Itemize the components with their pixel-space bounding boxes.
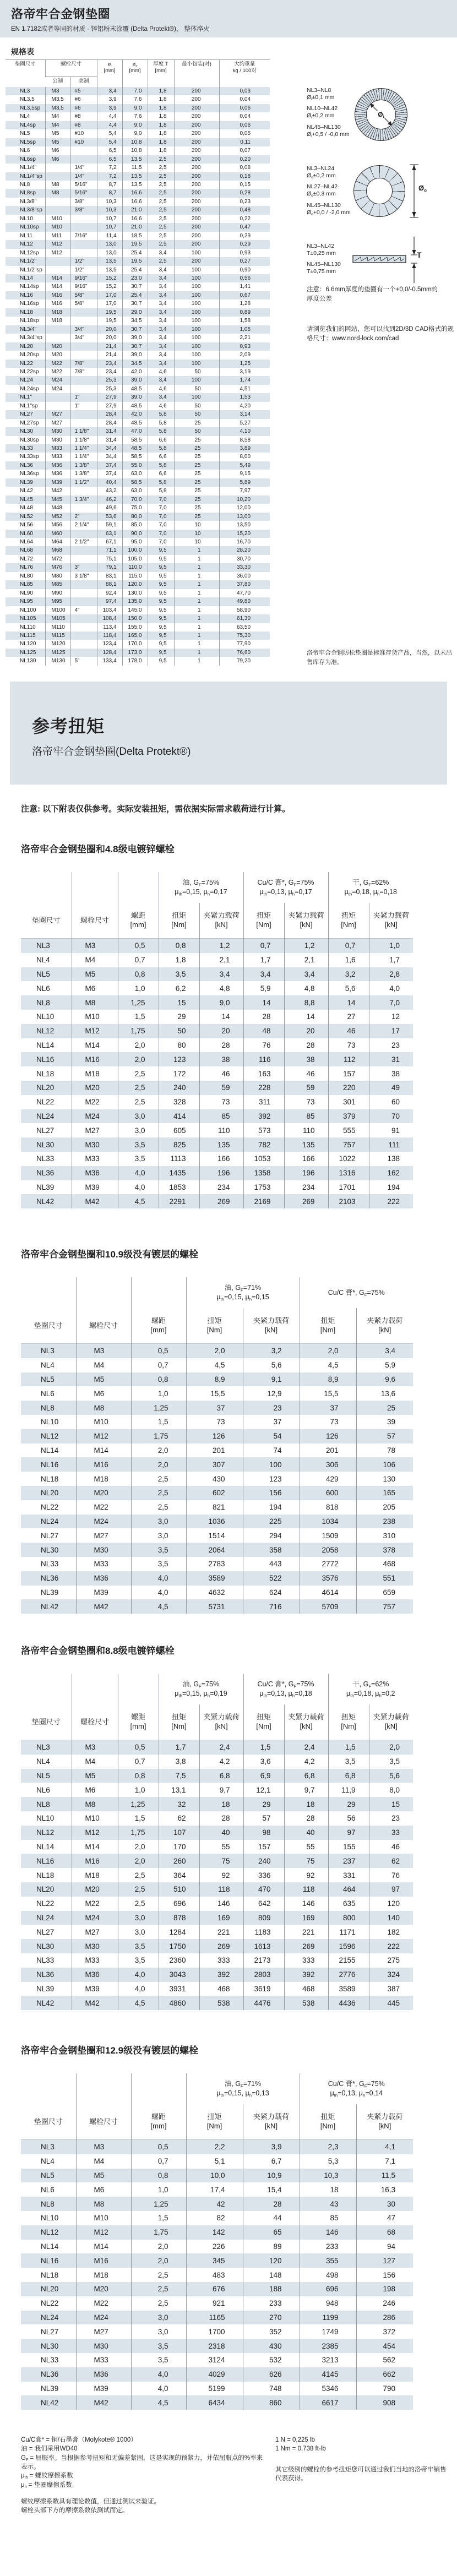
washer-cross-section-icon <box>352 254 407 264</box>
table-row: NL105 M105 108,4 150,0 9,5 1 61,30 <box>6 614 270 623</box>
table-row: NL12 M12 1,75 142 65 146 68 <box>21 2225 413 2240</box>
table-row: NL8 M8 1,25 42 28 43 30 <box>21 2197 413 2211</box>
torque-disclaimer-note: 注意: 以下附表仅供参考。实际安装扭矩，需依据实际需求载荷进行计算。 <box>21 804 291 814</box>
table-row: NL45 M45 1 3/4" 46,2 70,0 7,0 25 10,20 <box>6 495 270 504</box>
inner-diameter-tolerances <box>307 87 362 142</box>
torque-table-3-title: 洛帝牢合金钢垫圈和8.8级电镀锌螺栓 <box>21 1646 175 1656</box>
spec-table-header <box>6 60 270 88</box>
table-row: NL36 M36 4,0 1435 196 1358 196 1316 162 <box>21 1166 413 1180</box>
table-row: NL36sp M36 1 3/8" 37,4 63,0 6,6 25 9,15 <box>6 470 270 478</box>
tolerance-item: NL3–NL8 $Ø_i\pm 0,1$ mm <box>307 87 335 102</box>
group-oil: 油, $G_F=71\%$ $\mu_{th}=0,15$, $\mu_h=0,15$ <box>186 1277 300 1308</box>
table-row: NL39 M39 4,0 4632 624 4614 659 <box>21 1586 413 1600</box>
table-row: NL4 M4 0,7 5,1 6,7 5,3 7,1 <box>21 2154 413 2169</box>
table-row: NL5 M5 0,8 8,9 9,1 8,9 9,6 <box>21 1373 413 1387</box>
table-row: NL1/4"sp 1/4" 7,2 13,5 2,5 200 0,18 <box>6 172 270 181</box>
table-row: NL42 M42 4,5 2291 269 2169 269 2103 222 <box>21 1194 413 1208</box>
thickness-tolerance-note: 注意：6.6mm厚度的垫圈有一个+0,0/-0.5mm的厚度公差 <box>307 286 438 303</box>
table-row: NL12 M12 1,75 107 40 98 40 97 33 <box>21 1826 413 1840</box>
col-weight: 大约重量 kg / 100对 <box>219 60 270 88</box>
table-row: NL27sp M27 28,4 48,5 5,8 25 5,27 <box>6 419 270 427</box>
outer-diameter-dim-label: $Ø_o$ <box>418 184 427 193</box>
group-header-row <box>21 872 413 903</box>
col-thickness: 厚度 T [mm] <box>148 60 174 88</box>
table-row: NL42 M42 4,5 6434 860 6617 908 <box>21 2395 413 2410</box>
thickness-dim-label: T <box>417 250 422 259</box>
table-row: NL8sp M8 5/16" 8,7 16,6 2,5 200 0,28 <box>6 189 270 197</box>
table-row: NL125 M125 128,4 173,0 9,5 1 76,60 <box>6 649 270 657</box>
torque-table-body <box>21 1740 413 2011</box>
table-row: NL22sp M22 7/8" 23,4 42,0 4,6 50 3,19 <box>6 368 270 376</box>
col-outer-diameter: $ø_o$ [mm] <box>122 60 148 88</box>
table-row: NL24 M24 3,0 1165 270 1199 286 <box>21 2311 413 2325</box>
table-row: NL10 M10 1,5 29 14 28 14 27 12 <box>21 1010 413 1024</box>
table-row: NL18sp M18 19,5 34,5 3,4 100 1,58 <box>6 317 270 325</box>
torque-table-body <box>21 939 413 1209</box>
table-row: NL33 M33 3,5 1113 166 1053 166 1022 138 <box>21 1152 413 1166</box>
table-row: NL4 M4 0,7 1,8 2,1 1,7 2,1 1,6 1,7 <box>21 953 413 967</box>
torque-table-1-title: 洛帝牢合金钢垫圈和4.8级电镀锌螺栓 <box>21 844 175 854</box>
table-row: NL33sp M33 1 1/4" 34,4 58,5 6,6 25 8,00 <box>6 453 270 461</box>
inner-diameter-dim-label: $Ø_i$ <box>378 111 384 119</box>
footnote-line: 螺栓头部下方的摩擦系数依测试而定。 <box>21 2507 129 2514</box>
table-row: NL8 M8 1,25 37 23 37 25 <box>21 1401 413 1415</box>
footnotes-unit-conversions <box>275 2436 449 2454</box>
tolerance-item: NL3–NL24 $Ø_o\pm 0,2$ mm <box>307 165 336 180</box>
table-row: NL36 M36 4,0 3043 392 2803 392 2776 324 <box>21 1968 413 1982</box>
table-row: NL14 M14 2,0 201 74 201 78 <box>21 1444 413 1458</box>
spec-table-body <box>6 87 270 666</box>
table-row: NL30 M30 3,5 2064 358 2058 378 <box>21 1543 413 1557</box>
table-row: NL27 M27 28,4 42,0 5,8 50 3,14 <box>6 410 270 418</box>
table-row: NL1" 1" 27,9 39,0 3,4 100 1,53 <box>6 393 270 401</box>
table-row: NL3/8" 3/8" 10,3 16,6 2,5 200 0,23 <box>6 198 270 206</box>
tolerance-item: NL45–NL130 $Ø_i+0,5 / -0,0$ mm <box>307 123 350 138</box>
table-row: NL27 M27 3,0 1700 352 1749 372 <box>21 2324 413 2339</box>
table-row: NL10sp M10 10,7 21,0 2,5 200 0,47 <box>6 223 270 231</box>
table-row: NL24 M24 25,3 39,0 3,4 100 1,74 <box>6 376 270 384</box>
torque-table-grade-12-9 <box>21 2073 413 2410</box>
table-row: NL12 M12 13,0 19,5 2,5 200 0,29 <box>6 240 270 248</box>
torque-table-2-title: 洛帝牢合金钢垫圈和10.9级没有镀层的螺栓 <box>21 1249 199 1260</box>
table-row: NL20 M20 21,4 30,7 3,4 100 0,93 <box>6 342 270 351</box>
table-row: NL60 M60 63,1 90,0 7,0 10 15,20 <box>6 530 270 538</box>
footnote-line: 1 Nm = 0,738 ft-lb <box>275 2446 326 2453</box>
washer-hole <box>366 100 396 129</box>
table-row: NL18 M18 19,5 29,0 3,4 100 0,89 <box>6 308 270 317</box>
table-row: NL42 M42 43,2 63,0 5,8 25 7,97 <box>6 487 270 495</box>
table-row: NL52 M52 2" 53,6 80,0 7,0 25 13,00 <box>6 513 270 521</box>
table-row: NL33 M33 3,5 2360 333 2173 333 2155 275 <box>21 1953 413 1968</box>
tolerance-item: NL3–NL42 T±0,25 mm <box>307 243 336 257</box>
table-row: NL16 M16 2,0 123 38 116 38 112 31 <box>21 1052 413 1066</box>
tolerance-item: NL45–NL130 $Ø_o+0,0 / -2,0$ mm <box>307 201 351 216</box>
table-row: NL3 M3 0,5 1,7 2,4 1,5 2,4 1,5 2,0 <box>21 1740 413 1755</box>
column-header-row: 垫圈尺寸 螺栓尺寸 螺距 [mm] 扭矩 [Nm] 夹紧力载荷 [kN] 扭矩 [Nm] 夹紧力载荷 [kN] 扭矩 [Nm] 夹紧力载荷 [kN] <box>21 903 413 939</box>
table-row: NL16 M16 2,0 307 100 306 106 <box>21 1457 413 1472</box>
stock-availability-note: 洛帝牢合金钢防松垫圈是标准存货产品，当然，以未出售库存为准。 <box>307 650 452 666</box>
col-min-package: 最小包装(对) <box>174 60 219 88</box>
table-row: NL4 M4 0,7 4,5 5,6 4,5 5,9 <box>21 1358 413 1373</box>
table-row: NL22 M22 2,5 696 146 642 146 635 120 <box>21 1897 413 1911</box>
table-row: NL100 M100 4" 103,4 145,0 9,5 1 58,90 <box>6 606 270 614</box>
table-row: NL20sp M20 21,4 39,0 3,4 100 2,09 <box>6 351 270 359</box>
group-dry: 干, $G_F=62\%$ $\mu_{th}=0,18$, $\mu_h=0,2$ <box>328 1674 413 1704</box>
col-metric: 公制 <box>52 78 63 84</box>
group-cu-c-paste: Cu/C 膏*, $G_F=75\%$ $\mu_{th}=0,13$, $\mu_h=0,17$ <box>243 872 328 903</box>
table-row: NL12 M12 1,75 126 54 126 57 <box>21 1429 413 1444</box>
table-row: NL18 M18 2,5 483 148 498 156 <box>21 2268 413 2282</box>
table-row: NL12sp M12 13,0 25,4 3,4 100 0,93 <box>6 249 270 257</box>
table-row: NL24 M24 3,0 1036 225 1034 238 <box>21 1515 413 1529</box>
table-row: NL39 M39 4,0 3931 468 3619 468 3589 387 <box>21 1982 413 1996</box>
page-subtitle: EN 1.7182或者等同的材质 · 锌铝粉末涂覆 (Delta Protekt®)， 整体淬火 <box>11 26 210 32</box>
table-row: NL16sp M16 5/8" 17,0 30,7 3,4 100 1,28 <box>6 299 270 308</box>
table-row: NL6sp M6 6,5 13,5 2,5 200 0,20 <box>6 155 270 164</box>
table-row: NL36 M36 1 3/8" 37,4 55,0 5,8 25 5,49 <box>6 461 270 470</box>
table-row: NL64 M64 2 1/2" 67,1 95,0 7,0 10 16,70 <box>6 538 270 546</box>
spec-table <box>6 59 270 666</box>
table-row: NL39 M39 4,0 5199 748 5346 790 <box>21 2382 413 2396</box>
group-cu-c-paste: Cu/C 膏*, $G_F=75\%$ <box>300 1277 413 1308</box>
washer-serrated-face-diagram <box>355 88 407 141</box>
table-row: NL4sp M4 #8 4,4 9,0 1,8 200 0,06 <box>6 121 270 129</box>
table-row: NL20 M20 2,5 676 188 696 198 <box>21 2282 413 2296</box>
table-row: NL76 M76 3" 79,1 110,0 9,5 1 33,30 <box>6 563 270 571</box>
cad-website-note: 请浏览我们的网站，您可以找到2D/3D CAD格式的规格尺寸：www.nord-lock.com/cad <box>307 326 454 342</box>
table-row: NL10 M10 1,5 82 44 85 47 <box>21 2211 413 2225</box>
torque-table-body <box>21 2140 413 2410</box>
table-row: NL18 M18 2,5 430 123 429 130 <box>21 1472 413 1486</box>
table-row: NL12 M12 1,75 50 20 48 20 46 17 <box>21 1024 413 1038</box>
table-row: NL3/4" 3/4" 20,0 30,7 3,4 100 1,05 <box>6 325 270 334</box>
table-row: NL1"sp 1" 27,9 48,5 4,6 50 4,20 <box>6 402 270 410</box>
footnote-line: $\mu_h$ = 垫圈摩擦系数 <box>21 2481 72 2489</box>
washer-cam-face-diagram <box>353 165 405 217</box>
table-row: NL5 M5 0,8 10,0 10,9 10,3 11,5 <box>21 2169 413 2183</box>
table-row: NL6 M6 1,0 17,4 15,4 18 16,3 <box>21 2182 413 2197</box>
table-row: NL8 M8 1,25 15 9,0 14 8,8 14 7,0 <box>21 995 413 1010</box>
col-bolt-size: 螺栓尺寸 <box>45 60 97 77</box>
footnote-line: Cu/C膏* = 铜/石墨膏（Molykote® 1000） <box>21 2437 137 2443</box>
table-row: NL1/2" 1/2" 13,5 19,5 2,5 200 0,27 <box>6 257 270 265</box>
group-header-row <box>21 2073 413 2104</box>
table-row: NL8 M8 5/16" 8,7 13,5 2,5 200 0,15 <box>6 181 270 189</box>
washer-hole <box>366 178 393 204</box>
table-row: NL24 M24 3,0 414 85 392 85 379 70 <box>21 1109 413 1124</box>
table-row: NL115 M115 118,4 165,0 9,5 1 75,30 <box>6 631 270 640</box>
table-row: NL33 M33 1 1/4" 34,4 48,5 5,8 25 3,89 <box>6 444 270 453</box>
table-row: NL6 M6 1,0 15,5 12,9 15,5 13,6 <box>21 1386 413 1401</box>
table-row: NL30 M30 1 1/8" 31,4 47,0 5,8 50 4,10 <box>6 427 270 435</box>
col-inner-diameter: $ø_i$ [mm] <box>97 60 122 88</box>
table-row: NL10 M10 1,5 62 28 57 28 56 23 <box>21 1811 413 1826</box>
footnotes-other-grades-note <box>275 2465 449 2484</box>
group-oil: 油, $G_F=75\%$ $\mu_{th}=0,15$, $\mu_h=0,17$ <box>159 872 243 903</box>
table-row: NL3,5 M3,5 #6 3,9 7,6 1,8 200 0,04 <box>6 95 270 104</box>
torque-table-grade-4-8 <box>21 872 413 1208</box>
table-row: NL22 M22 2,5 328 73 311 73 301 60 <box>21 1095 413 1109</box>
table-row: NL1/4" 1/4" 7,2 11,5 2,5 200 0,08 <box>6 164 270 172</box>
torque-section-title: 参考扭矩 <box>32 716 105 736</box>
page-title: 洛帝牢合金钢垫圈 <box>11 7 111 21</box>
table-row: NL3/8"sp 3/8" 10,3 21,0 2,5 200 0,48 <box>6 206 270 214</box>
table-row: NL3 M3 0,5 2,0 3,2 2,0 3,4 <box>21 1344 413 1358</box>
torque-section-subtitle: 洛帝牢合金钢垫圈(Delta Protekt®) <box>32 746 191 758</box>
footnote-line: 其它级别的螺栓的参考扭矩您可以通过我们当地的洛帝牢销售代表获得。 <box>275 2466 447 2482</box>
table-row: NL30 M30 3,5 2318 430 2385 454 <box>21 2339 413 2353</box>
table-row: NL22 M22 2,5 921 233 948 246 <box>21 2296 413 2311</box>
table-row: NL90 M90 92,4 130,0 9,5 1 47,70 <box>6 589 270 597</box>
group-cu-c-paste: Cu/C 膏*, $G_F=75\%$ $\mu_{th}=0,13$, $\mu_h=0,18$ <box>243 1674 328 1704</box>
table-row: NL3 M3 #5 3,4 7,0 1,8 200 0,03 <box>6 87 270 95</box>
footnote-line: 油 = 我们采用WD40 <box>21 2446 78 2453</box>
table-row: NL27 M27 3,0 1284 221 1183 221 1171 182 <box>21 1925 413 1939</box>
table-row: NL1/2"sp 1/2" 13,5 25,4 3,4 100 0,90 <box>6 266 270 274</box>
torque-table-grade-8-8 <box>21 1674 413 2010</box>
table-row: NL85 M85 88,1 120,0 9,5 1 37,80 <box>6 580 270 589</box>
table-row: NL14 M14 2,0 226 89 233 94 <box>21 2240 413 2254</box>
table-row: NL130 M130 5" 133,4 178,0 9,5 1 79,20 <box>6 657 270 665</box>
table-row: NL80 M80 3 1/8" 83,1 115,0 9,5 1 36,00 <box>6 572 270 580</box>
group-header-row <box>21 1674 413 1704</box>
table-row: NL5sp M5 #10 5,4 10,8 1,8 200 0,11 <box>6 138 270 146</box>
table-row: NL16 M16 2,0 345 120 355 127 <box>21 2253 413 2268</box>
group-dry: 干, $G_F=62\%$ $\mu_{th}=0,18$, $\mu_h=0,18$ <box>328 872 413 903</box>
footnote-line: $\mu_{th}$ = 螺纹摩擦系数 <box>21 2472 73 2480</box>
group-oil: 油, $G_F=75\%$ $\mu_{th}=0,15$, $\mu_h=0,19$ <box>159 1674 243 1704</box>
table-row: NL3,5sp M3,5 #6 3,9 9,0 1,8 200 0,06 <box>6 104 270 112</box>
table-row: NL14 M14 2,0 80 28 76 28 73 23 <box>21 1038 413 1053</box>
table-row: NL5 M5 0,8 7,5 6,8 6,9 6,8 6,8 5,6 <box>21 1769 413 1783</box>
table-row: NL20 M20 2,5 510 118 470 118 464 97 <box>21 1882 413 1897</box>
table-row: NL42 M42 4,5 5731 716 5709 757 <box>21 1599 413 1614</box>
table-row: NL27 M27 3,0 605 110 573 110 555 91 <box>21 1123 413 1137</box>
table-row: NL8 M8 1,25 32 18 29 18 29 15 <box>21 1797 413 1811</box>
group-oil: 油, $G_F=71\%$ $\mu_{th}=0,15$, $\mu_h=0,13$ <box>186 2073 300 2104</box>
table-row: NL30 M30 3,5 1750 269 1613 269 1596 222 <box>21 1939 413 1953</box>
table-row: NL3 M3 0,5 2,2 3,9 2,3 4,1 <box>21 2140 413 2154</box>
table-row: NL14sp M14 9/16" 15,2 30,7 3,4 100 1,41 <box>6 282 270 291</box>
table-row: NL3/4"sp 3/4" 20,0 39,0 3,4 100 2,21 <box>6 334 270 342</box>
table-row: NL39 M39 4,0 1853 234 1753 234 1701 194 <box>21 1180 413 1195</box>
table-row: NL110 M110 113,4 155,0 9,5 1 63,50 <box>6 623 270 631</box>
table-row: NL20 M20 2,5 240 59 228 59 220 49 <box>21 1081 413 1095</box>
table-row: NL18 M18 2,5 172 46 163 46 157 38 <box>21 1066 413 1081</box>
tolerance-item: NL10–NL42 $Ø_i\pm 0,2$ mm <box>307 105 338 120</box>
footnote-line: 螺纹摩擦系数具有理论数值，但通过测试来验证。 <box>21 2498 160 2505</box>
column-header-row: 垫圈尺寸 螺栓尺寸 螺距 [mm] 扭矩 [Nm] 夹紧力载荷 [kN] 扭矩 [Nm] 夹紧力载荷 [kN] <box>21 2104 413 2140</box>
table-row: NL24 M24 3,0 878 169 809 169 800 140 <box>21 1911 413 1925</box>
spec-table-wrap <box>6 59 270 666</box>
table-row: NL68 M68 71,1 100,0 9,5 1 28,20 <box>6 546 270 554</box>
table-row: NL42 M42 4,5 4860 538 4476 538 4436 445 <box>21 1996 413 2010</box>
table-row: NL22 M22 2,5 821 194 818 205 <box>21 1500 413 1515</box>
table-row: NL120 M120 123,4 170,0 9,5 1 77,90 <box>6 640 270 648</box>
table-row: NL18 M18 2,5 364 92 336 92 331 76 <box>21 1868 413 1882</box>
table-row: NL10 M10 1,5 73 37 73 39 <box>21 1415 413 1429</box>
torque-table-4-title: 洛帝牢合金钢垫圈和12.9级没有镀层的螺栓 <box>21 2045 199 2056</box>
table-row: NL95 M95 97,4 135,0 9,5 1 49,80 <box>6 597 270 606</box>
table-row: NL39 M39 1 1/2" 40,4 58,5 5,8 25 5,89 <box>6 478 270 487</box>
table-row: NL14 M14 9/16" 15,2 23,0 3,4 100 0,56 <box>6 274 270 282</box>
table-row: NL6 M6 6,5 10,8 1,8 200 0,07 <box>6 146 270 155</box>
table-row: NL24sp M24 25,3 48,5 4,6 50 4,51 <box>6 385 270 393</box>
torque-table-body <box>21 1344 413 1614</box>
col-washer-size: 垫圈尺寸 <box>14 61 36 67</box>
table-row: NL16 M16 2,0 260 75 240 75 237 62 <box>21 1854 413 1868</box>
table-row: NL22 M22 7/8" 23,4 34,5 3,4 100 1,25 <box>6 360 270 368</box>
table-row: NL6 M6 1,0 6,2 4,8 5,9 4,8 5,6 4,0 <box>21 981 413 995</box>
table-row: NL6 M6 1,0 13,1 9,7 12,1 9,7 11,9 8,0 <box>21 1783 413 1797</box>
table-row: NL56 M56 2 1/4" 59,1 85,0 7,0 10 13,50 <box>6 521 270 529</box>
table-row: NL5 M5 #10 5,4 9,0 1,8 200 0,05 <box>6 129 270 138</box>
footnote-line: $G_F$ = 屈服率。当根据参考扭矩和无偏差紧固，这是实现的预紧力，并依屈服点的%率来表示。 <box>21 2454 263 2470</box>
table-row: NL4 M4 #8 4,4 7,6 1,8 200 0,04 <box>6 112 270 121</box>
thickness-dimension-line-icon <box>409 237 420 283</box>
table-row: NL5 M5 0,8 3,5 3,4 3,4 3,4 3,2 2,8 <box>21 967 413 982</box>
spec-table-heading: 规格表 <box>11 47 34 56</box>
col-us: 美制 <box>70 77 97 88</box>
table-row: NL16 M16 5/8" 17,0 25,4 3,4 100 0,67 <box>6 291 270 299</box>
table-row: NL10 M10 10,7 16,6 2,5 200 0,22 <box>6 215 270 223</box>
table-row: NL36 M36 4,0 3589 522 3576 551 <box>21 1571 413 1586</box>
table-row: NL30sp M30 1 1/8" 31,4 58,5 6,6 25 8,58 <box>6 436 270 444</box>
group-header-row <box>21 1277 413 1308</box>
column-header-row: 垫圈尺寸 螺栓尺寸 螺距 [mm] 扭矩 [Nm] 夹紧力载荷 [kN] 扭矩 [Nm] 夹紧力载荷 [kN] 扭矩 [Nm] 夹紧力载荷 [kN] <box>21 1704 413 1740</box>
footnotes-definitions <box>21 2436 266 2490</box>
table-row: NL27 M27 3,0 1514 294 1509 310 <box>21 1528 413 1543</box>
tolerance-item: NL27–NL42 $Ø_o\pm 0,3$ mm <box>307 183 338 198</box>
table-row: NL72 M72 75,1 105,0 9,5 1 30,70 <box>6 555 270 563</box>
column-header-row: 垫圈尺寸 螺栓尺寸 螺距 [mm] 扭矩 [Nm] 夹紧力载荷 [kN] 扭矩 [Nm] 夹紧力载荷 [kN] <box>21 1308 413 1344</box>
table-row: NL30 M30 3,5 825 135 782 135 757 111 <box>21 1137 413 1152</box>
table-row: NL36 M36 4,0 4029 626 4145 662 <box>21 2367 413 2382</box>
tolerance-item: NL45–NL130 T±0,75 mm <box>307 261 341 275</box>
torque-table-grade-10-9 <box>21 1277 413 1614</box>
footnote-line: 1 N = 0,225 lb <box>275 2437 315 2443</box>
group-cu-c-paste: Cu/C 膏*, $G_F=75\%$ $\mu_{th}=0,13$, $\mu_h=0,14$ <box>300 2073 413 2104</box>
table-row: NL14 M14 2,0 170 55 157 55 155 46 <box>21 1840 413 1854</box>
table-row: NL48 M48 49,6 75,0 7,0 25 12,00 <box>6 504 270 512</box>
table-row: NL3 M3 0,5 0,8 1,2 0,7 1,2 0,7 1,0 <box>21 939 413 953</box>
table-row: NL11 M11 7/16" 11,4 18,5 2,5 200 0,29 <box>6 232 270 240</box>
table-row: NL33 M33 3,5 3124 532 3213 562 <box>21 2353 413 2367</box>
outer-diameter-dimension-line-icon <box>409 164 420 219</box>
table-row: NL33 M33 3,5 2783 443 2772 468 <box>21 1557 413 1571</box>
table-row: NL20 M20 2,5 602 156 600 165 <box>21 1486 413 1500</box>
table-row: NL4 M4 0,7 3,8 4,2 3,6 4,2 3,5 3,5 <box>21 1755 413 1769</box>
footnotes-friction-notes <box>21 2497 266 2515</box>
